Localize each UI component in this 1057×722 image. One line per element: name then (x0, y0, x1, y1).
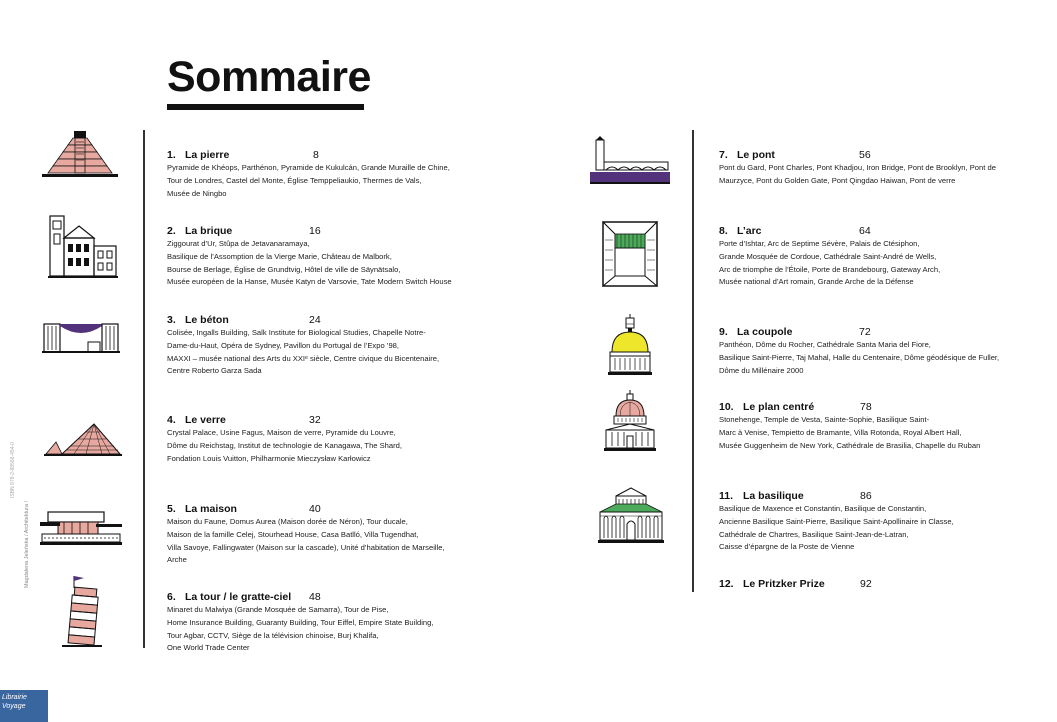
toc-entry-5[interactable] (167, 502, 487, 567)
entry-title: La tour / le gratte-ciel (185, 591, 292, 603)
entry-line: Musée national d’Art romain, Grande Arche de la Défense (719, 277, 914, 287)
entry-line: Maurzyce, Pont du Golden Gate, Pont Qingdao Haiwan, Pont de verre (719, 175, 956, 185)
entry-title: Le pont (737, 149, 775, 161)
entry-line: Pont du Gard, Pont Charles, Pont Khadjou, Iron Bridge, Pont de Brooklyn, Pont de (719, 163, 996, 172)
entry-line: Dame-du-Haut, Opéra de Sydney, Pavillon du Portugal de l’Expo ’98, (167, 340, 400, 350)
entry-page: 48 (309, 591, 321, 603)
entry-page: 8 (313, 149, 319, 161)
entry-title: Le béton (185, 314, 229, 326)
entry-number: 1. (167, 149, 176, 161)
entry-page: 92 (860, 578, 872, 590)
entry-number: 2. (167, 225, 176, 237)
entry-title: La maison (185, 503, 237, 515)
entry-line: Pyramide de Khéops, Parthénon, Pyramide de Kukulcán, Grande Muraille de Chine, (167, 163, 450, 172)
entry-number: 5. (167, 503, 176, 515)
entry-number: 4. (167, 414, 176, 426)
toc-entry-8[interactable] (719, 224, 1024, 289)
entry-page: 78 (860, 401, 872, 413)
entry-line: Fondation Louis Vuitton, Philharmonie Mieczysław Karłowicz (167, 453, 371, 463)
entry-line: Ziggourat d’Ur, Stûpa de Jetavanaramaya, (167, 239, 310, 248)
toc-entry-11[interactable] (719, 489, 1024, 554)
stepped-pyramid-icon (40, 130, 120, 180)
entry-number: 3. (167, 314, 176, 326)
entry-line: Panthéon, Dôme du Rocher, Cathédrale Santa Maria del Fiore, (719, 340, 931, 349)
entry-line: Tour de Londres, Castel del Monte, Église Temppeliaukio, Thermes de Vals, (167, 175, 422, 185)
toc-entry-1[interactable] (167, 148, 487, 200)
entry-line: Porte d’Ishtar, Arc de Septime Sévère, Palais de Ctésiphon, (719, 239, 920, 248)
entry-line: Arche (167, 555, 187, 565)
toc-entry-4[interactable] (167, 413, 487, 465)
entry-line: Musée Guggenheim de New York, Cathédrale de Brasilia, Chapelle du Ruban (719, 440, 981, 450)
entry-line: Dôme du Millénaire 2000 (719, 365, 804, 375)
entry-number: 10. (719, 401, 734, 413)
entry-title: Le plan centré (743, 401, 815, 413)
entry-page: 40 (309, 503, 321, 515)
entry-line: Basilique de Maxence et Constantin, Basilique de Constantin, (719, 504, 927, 513)
toc-entry-7[interactable] (719, 148, 1024, 188)
entry-page: 16 (309, 225, 321, 237)
entry-line: Musée européen de la Hanse, Musée Katyn de Varsovie, Tate Modern Switch House (167, 277, 452, 287)
entry-line: Arc de triomphe de l’Étoile, Porte de Brandebourg, Gateway Arch, (719, 264, 941, 274)
entry-line: Ancienne Basilique Saint-Pierre, Basilique Saint-Apollinaire in Classe, (719, 516, 954, 526)
entry-line: Maison de la famille Celej, Stourhead House, Casa Batlló, Villa Tugendhat, (167, 529, 419, 539)
entry-title: La basilique (743, 490, 804, 502)
entry-number: 6. (167, 591, 176, 603)
glass-pyramid-icon (44, 422, 122, 458)
entry-page: 32 (309, 414, 321, 426)
toc-entry-2[interactable] (167, 224, 487, 289)
entry-line: Bourse de Berlage, Église de Grundtvig, Hôtel de ville de Säynätsalo, (167, 264, 401, 274)
entry-page: 24 (309, 314, 321, 326)
entry-number: 11. (719, 490, 734, 502)
entry-line: Musée de Ningbo (167, 188, 227, 198)
entry-line: Basilique de l’Assomption de la Vierge Marie, Château de Malbork, (167, 251, 392, 261)
right-divider (692, 130, 694, 592)
entry-page: 64 (859, 225, 871, 237)
central-plan-icon (602, 390, 658, 454)
entry-number: 12. (719, 578, 734, 590)
page-title: Sommaire (167, 53, 371, 101)
entry-page: 56 (859, 149, 871, 161)
watermark-logo: Librairie Voyage (0, 690, 48, 722)
spine-author-text: Magdalena Jeleńska / Architektura / (24, 500, 30, 588)
arch-icon (601, 220, 659, 288)
toc-entry-6[interactable] (167, 590, 487, 655)
entry-line: One World Trade Center (167, 643, 250, 653)
leaning-tower-icon (62, 574, 102, 648)
left-divider (143, 130, 145, 648)
entry-title: La coupole (737, 326, 793, 338)
concrete-pavilion-icon (42, 322, 120, 354)
entry-page: 72 (859, 326, 871, 338)
entry-line: Tour Agbar, CCTV, Siège de la télévision chinoise, Burj Khalifa, (167, 630, 379, 640)
basilica-icon (596, 486, 666, 544)
entry-line: Caisse d’épargne de la Poste de Vienne (719, 542, 855, 552)
entry-line: Centre Roberto Garza Sada (167, 366, 262, 376)
entry-title: La brique (185, 225, 233, 237)
entry-title: La pierre (185, 149, 230, 161)
bridge-icon (588, 136, 672, 186)
entry-title: Le Pritzker Prize (743, 578, 825, 590)
entry-line: Cathédrale de Chartres, Basilique Saint-Jean-de-Latran, (719, 529, 909, 539)
entry-line: Minaret du Malwiya (Grande Mosquée de Samarra), Tour de Pise, (167, 605, 389, 614)
entry-line: Basilique Saint-Pierre, Taj Mahal, Halle du Centenaire, Dôme géodésique de Fuller, (719, 352, 1000, 362)
entry-line: Villa Savoye, Fallingwater (Maison sur la cascade), Unité d’habitation de Marseille, (167, 542, 445, 552)
entry-page: 86 (860, 490, 872, 502)
entry-line: Dôme du Reichstag, Institut de technologie de Kanagawa, The Shard, (167, 440, 402, 450)
modern-house-icon (38, 506, 124, 546)
brick-buildings-icon (46, 212, 120, 280)
entry-line: Colisée, Ingalls Building, Salk Institute for Biological Studies, Chapelle Notre- (167, 328, 426, 337)
toc-entry-3[interactable] (167, 313, 487, 378)
entry-line: MAXXI – musée national des Arts du XXIᵉ siècle, Centre civique du Bicentenaire, (167, 353, 440, 363)
entry-number: 7. (719, 149, 728, 161)
entry-line: Home Insurance Building, Guaranty Building, Tour Eiffel, Empire State Building, (167, 617, 434, 627)
toc-entry-12[interactable] (719, 577, 1024, 591)
title-underline (167, 104, 364, 110)
entry-title: L’arc (737, 225, 762, 237)
entry-title: Le verre (185, 414, 226, 426)
toc-entry-10[interactable] (719, 400, 1024, 452)
entry-line: Grande Mosquée de Cordoue, Cathédrale Saint-André de Wells, (719, 251, 937, 261)
spine-isbn-text: ISBN 978-2-88566-454-0 (10, 442, 16, 498)
entry-number: 8. (719, 225, 728, 237)
toc-entry-9[interactable] (719, 325, 1024, 377)
entry-number: 9. (719, 326, 728, 338)
entry-line: Maison du Faune, Domus Aurea (Maison dorée de Néron), Tour ducale, (167, 517, 408, 526)
entry-line: Crystal Palace, Usine Fagus, Maison de verre, Pyramide du Louvre, (167, 428, 396, 437)
dome-icon (606, 314, 654, 376)
entry-line: Marc à Venise, Tempietto de Bramante, Villa Rotonda, Royal Albert Hall, (719, 427, 962, 437)
entry-line: Stonehenge, Temple de Vesta, Sainte-Sophie, Basilique Saint- (719, 415, 930, 424)
